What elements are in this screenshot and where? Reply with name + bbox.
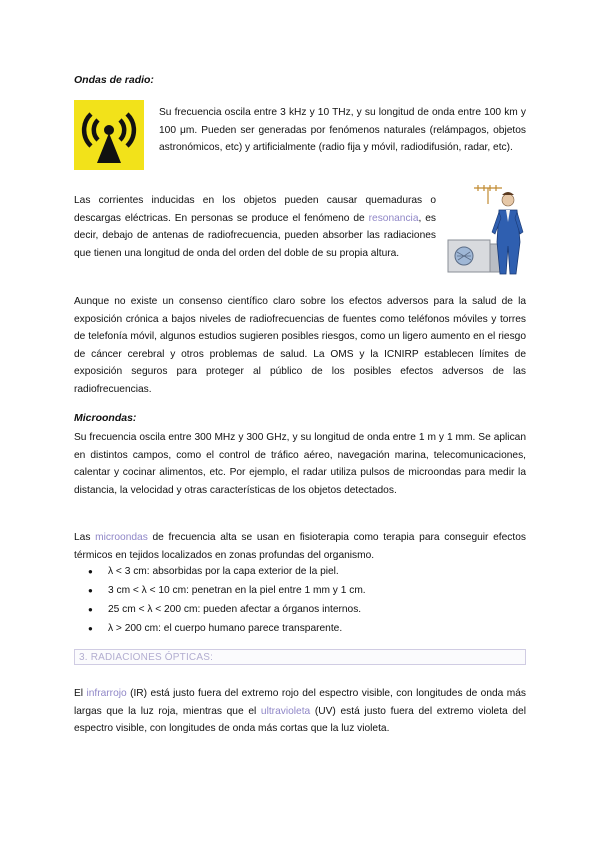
infrarrojo-link[interactable]: infrarrojo [86,688,127,699]
optical-text-2: (IR) está justo fuera del extremo rojo del espectro visible, con longitudes de onda más largas que la luz roja, mientras que el [74,688,526,717]
list-item: ● 25 cm < λ < 200 cm: pueden afectar a órganos internos. [88,600,366,619]
micro-para2-start: Las [74,532,96,543]
list-item: ● λ < 3 cm: absorbidas por la capa exterior de la piel. [88,562,366,581]
radio-heading: Ondas de radio: [74,74,154,86]
ultravioleta-link[interactable]: ultravioleta [260,705,311,717]
radio-para2-end: , es decir, debajo de antenas de radiofrecuencia, pueden absorber las radiaciones que tienen una longitud de onda del orden del doble de su propia altura. [74,212,436,259]
list-item: ● λ > 200 cm: el cuerpo humano parece transparente. [88,619,366,638]
man-with-radio-illustration [444,182,528,278]
optical-text-3: (UV) está justo fuera del extremo violeta del espectro visible, con longitudes de onda más cortas que la luz violeta. [74,705,526,734]
microondas-link[interactable]: microondas [95,532,148,543]
list-item: ● 3 cm < λ < 10 cm: penetran en la piel entre 1 mm y 1 cm. [88,581,366,600]
optical-paragraph [74,685,526,738]
microwaves-physio-paragraph [74,529,526,564]
microwaves-paragraph: Su frecuencia oscila entre 300 MHz y 300 GHz, y su longitud de onda entre 1 m y 1 mm. Se aplican en distintos campos, como el control de tráfico aéreo, navegación marina, telecomunicaciones, calentar y cocinar alimentos, etc. Por ejemplo, el radar utiliza pulsos de microondas para medir la distancia, la velocidad y otras características de los objetos detectados. [74,432,526,496]
radio-para2-start: Las corrientes inducidas en los objetos pueden causar quemaduras o descargas eléctricas. En personas se produce el fenómeno de [74,195,436,224]
resonancia-link[interactable]: resonancia [368,212,419,224]
radio-intro: Su frecuencia oscila entre 3 kHz y 10 THz, y su longitud de onda entre 100 km y 100 μm. Pueden ser generadas por fenómenos naturales (relámpagos, objetos astronómicos, etc) y artificialmente (radio fija y móvil, radiodifusión, radar, etc). [159,107,526,153]
radio-exposure-paragraph: Aunque no existe un consenso científico claro sobre los efectos adversos para la salud de la exposición crónica a bajos niveles de radiofrecuencias de fuentes como teléfonos móviles y torres de telefonía móvil, algunos estudios sugieren posibles riesgos, como un ligero aumento en el riesgo de cáncer cerebral y otros problemas de salud. La OMS y la ICNIRP establecen límites de exposición seguros para proteger al público de los posibles efectos adversos de las radiofrecuencias. [74,296,526,395]
radiation-warning-icon [74,100,144,170]
microwaves-heading: Microondas: [74,412,137,424]
micro-para2-end: de frecuencia alta se usan en fisioterapia como terapia para conseguir efectos térmicos en tejidos localizados en zonas profundas del organismo. [74,532,526,561]
wavelength-bullet-list [88,562,366,638]
optical-section-header: 3. RADIACIONES ÓPTICAS: [74,649,526,665]
optical-text-1: El [74,688,87,699]
radio-resonance-paragraph [74,192,436,262]
